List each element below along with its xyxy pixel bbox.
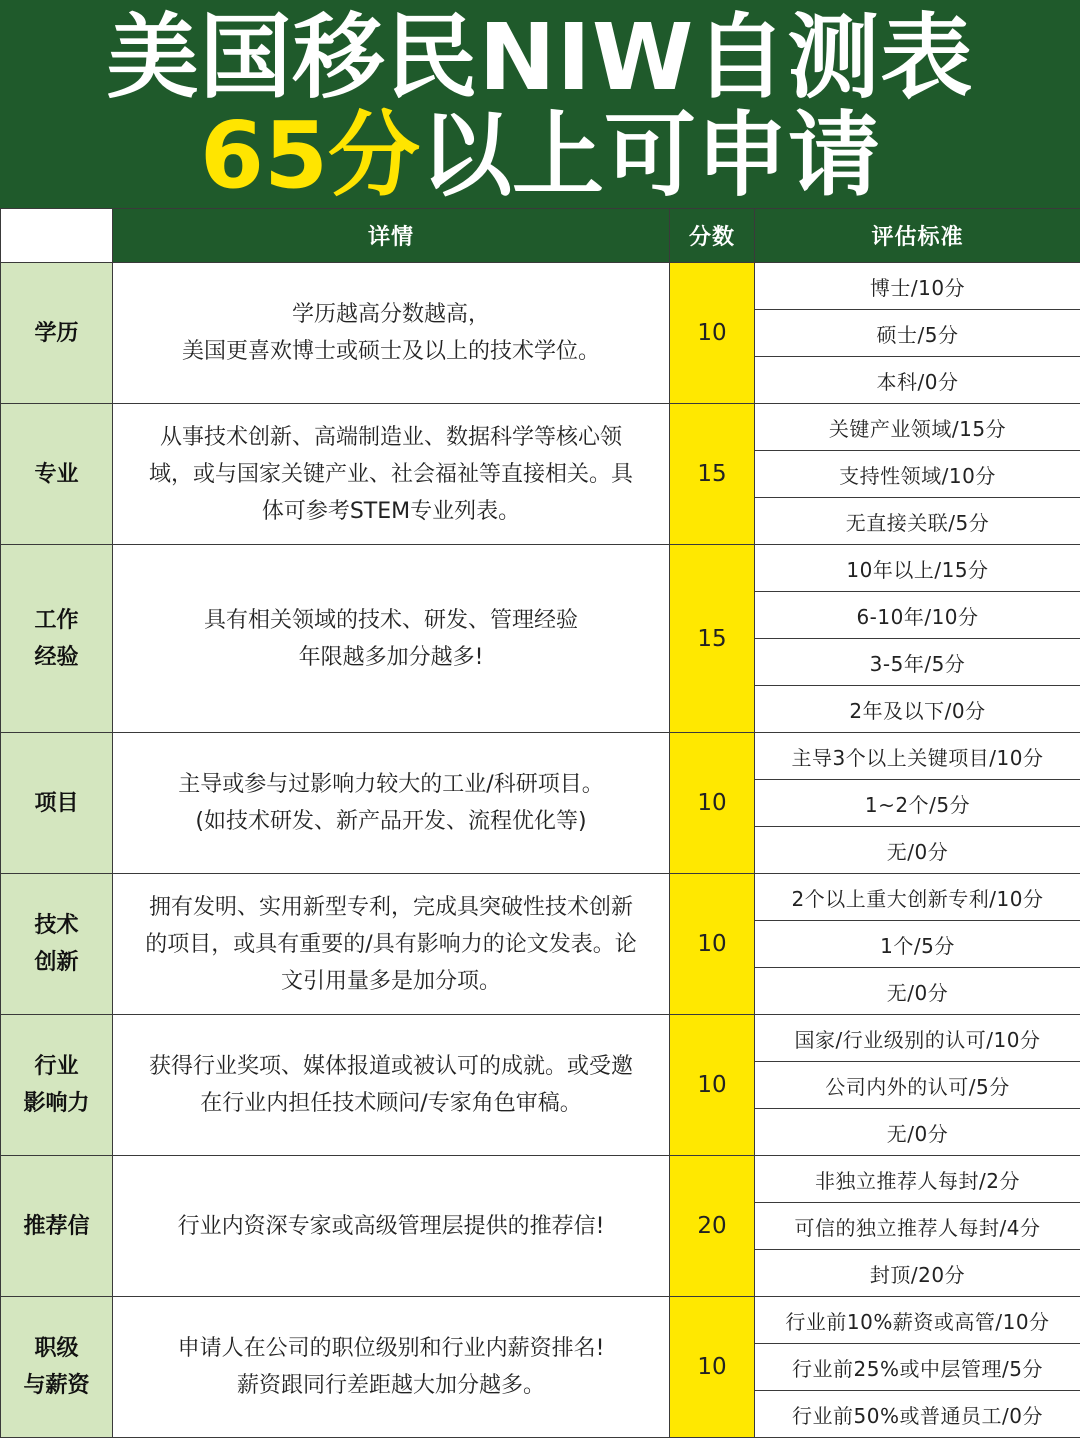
criteria-cell: 1个/5分 [755, 921, 1080, 968]
criteria-cell: 无/0分 [755, 827, 1080, 874]
table-header-row [1, 209, 1080, 263]
criteria-cell: 10年以上/15分 [755, 545, 1080, 592]
category-cell [1, 874, 113, 1015]
category-cell [1, 263, 113, 404]
category-label: 行业 影响力 [23, 1054, 90, 1116]
table-body [1, 263, 1080, 1438]
assessment-table [0, 208, 1080, 1438]
criteria-cell: 无/0分 [755, 968, 1080, 1015]
criteria-cell: 3-5年/5分 [755, 639, 1080, 686]
criteria-cell: 非独立推荐人每封/2分 [755, 1156, 1080, 1203]
criteria-cell: 行业前50%或普通员工/0分 [755, 1391, 1080, 1438]
table-row [1, 1015, 1080, 1062]
criteria-cell: 可信的独立推荐人每封/4分 [755, 1203, 1080, 1250]
table-row [1, 1156, 1080, 1203]
detail-cell: 拥有发明、实用新型专利，完成具突破性技术创新 的项目，或具有重要的/具有影响力的论文发表。论 文引用量多是加分项。 [113, 874, 670, 1015]
category-label: 学历 [34, 320, 79, 346]
criteria-cell: 封顶/20分 [755, 1250, 1080, 1297]
category-label: 推荐信 [23, 1213, 90, 1239]
criteria-cell: 主导3个以上关键项目/10分 [755, 733, 1080, 780]
criteria-cell: 6-10年/10分 [755, 592, 1080, 639]
criteria-cell: 硕士/5分 [755, 310, 1080, 357]
category-label: 项目 [34, 790, 79, 816]
criteria-cell: 无直接关联/5分 [755, 498, 1080, 545]
criteria-cell: 2年及以下/0分 [755, 686, 1080, 733]
category-label: 专业 [34, 461, 79, 487]
category-cell [1, 1156, 113, 1297]
score-cell: 10 [670, 874, 755, 1015]
detail-cell: 学历越高分数越高， 美国更喜欢博士或硕士及以上的技术学位。 [113, 263, 670, 404]
category-label: 职级 与薪资 [23, 1336, 90, 1398]
criteria-cell: 行业前10%薪资或高管/10分 [755, 1297, 1080, 1344]
title-banner [0, 0, 1080, 208]
criteria-cell: 无/0分 [755, 1109, 1080, 1156]
category-cell [1, 1015, 113, 1156]
page-subtitle [0, 102, 1080, 209]
category-cell [1, 733, 113, 874]
detail-cell: 申请人在公司的职位级别和行业内薪资排名! 薪资跟同行差距越大加分越多。 [113, 1297, 670, 1438]
criteria-cell: 本科/0分 [755, 357, 1080, 404]
column-header-score: 分数 [670, 209, 755, 263]
score-cell: 20 [670, 1156, 755, 1297]
criteria-cell: 支持性领域/10分 [755, 451, 1080, 498]
score-cell: 10 [670, 263, 755, 404]
criteria-cell: 行业前25%或中层管理/5分 [755, 1344, 1080, 1391]
detail-cell: 获得行业奖项、媒体报道或被认可的成就。或受邀 在行业内担任技术顾问/专家角色审稿。 [113, 1015, 670, 1156]
score-cell: 15 [670, 545, 755, 733]
column-header-criteria: 评估标准 [755, 209, 1080, 263]
category-label: 技术 创新 [34, 913, 79, 975]
criteria-cell: 国家/行业级别的认可/10分 [755, 1015, 1080, 1062]
score-cell: 10 [670, 1297, 755, 1438]
subtitle-rest: 以上可申请 [420, 102, 881, 209]
table-row [1, 874, 1080, 921]
criteria-cell: 关键产业领域/15分 [755, 404, 1080, 451]
detail-cell: 主导或参与过影响力较大的工业/科研项目。 (如技术研发、新产品开发、流程优化等) [113, 733, 670, 874]
criteria-cell: 2个以上重大创新专利/10分 [755, 874, 1080, 921]
score-threshold: 65分 [199, 102, 420, 209]
table-row [1, 404, 1080, 451]
criteria-cell: 公司内外的认可/5分 [755, 1062, 1080, 1109]
score-cell: 10 [670, 733, 755, 874]
header-corner [1, 209, 113, 263]
table-row [1, 1297, 1080, 1344]
detail-cell: 从事技术创新、高端制造业、数据科学等核心领 域，或与国家关键产业、社会福祉等直接相关。具 体可参考STEM专业列表。 [113, 404, 670, 545]
criteria-cell: 1~2个/5分 [755, 780, 1080, 827]
page-title: 美国移民NIW自测表 [106, 4, 974, 111]
table-row [1, 733, 1080, 780]
category-cell [1, 404, 113, 545]
category-cell [1, 545, 113, 733]
column-header-detail: 详情 [113, 209, 670, 263]
criteria-cell: 博士/10分 [755, 263, 1080, 310]
table-row [1, 263, 1080, 310]
category-label: 工作 经验 [34, 607, 79, 670]
score-cell: 15 [670, 404, 755, 545]
category-cell [1, 1297, 113, 1438]
detail-cell: 具有相关领域的技术、研发、管理经验 年限越多加分越多! [113, 545, 670, 733]
score-cell: 10 [670, 1015, 755, 1156]
table-row [1, 545, 1080, 592]
detail-cell: 行业内资深专家或高级管理层提供的推荐信! [113, 1156, 670, 1297]
